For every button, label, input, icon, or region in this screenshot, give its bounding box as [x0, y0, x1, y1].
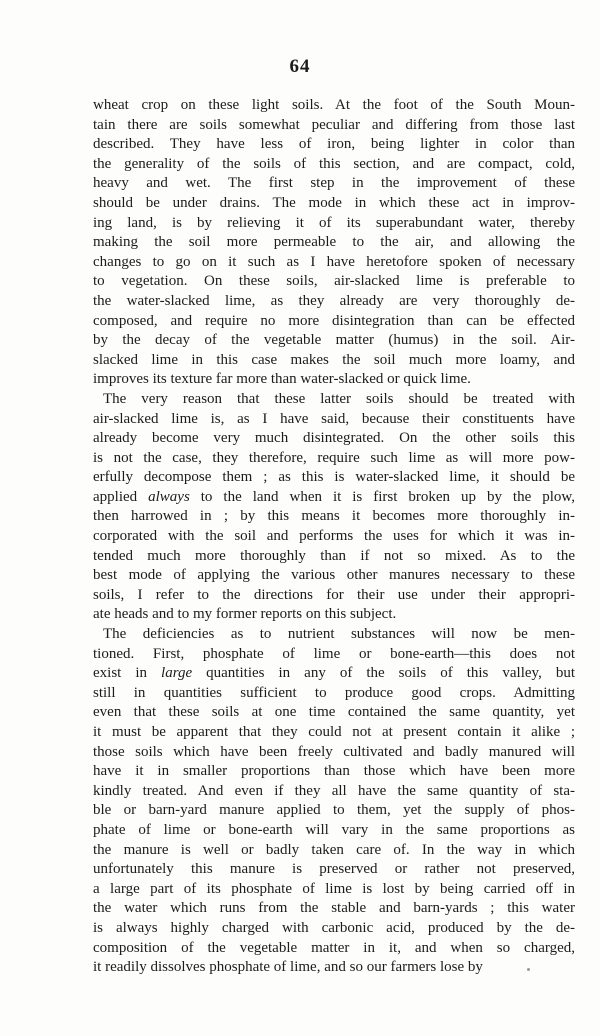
text-line: is not the case, they therefore, require such lime as will more pow- [93, 449, 575, 466]
text-line: tain there are soils somewhat peculiar and differing from those last [93, 116, 575, 133]
text-line: slacked lime in this case makes the soil much more loamy, and [93, 351, 575, 368]
text-run: quantities in any of the soils of this valley, but [192, 665, 575, 682]
page-number: 64 [289, 56, 311, 77]
text-line: tended much more thoroughly than if not so mixed. As to the [93, 547, 575, 564]
text-line: heavy and wet. The first step in the improvement of these [93, 175, 575, 192]
text-run: applied [93, 488, 149, 505]
text-line: tioned. First, phosphate of lime or bone-earth—this does not [93, 645, 575, 662]
text-line: best mode of applying the various other manures necessary to these [93, 567, 575, 584]
text-line: the manure is well or badly taken care of. In the way in which [93, 841, 575, 858]
text-line: it readily dissolves phosphate of lime, and so our farmers lose by [93, 959, 483, 976]
text-line: ate heads and to my former reports on this subject. [93, 606, 397, 623]
text-line: changes to go on it such as I have heretofore spoken of necessary [93, 253, 575, 270]
text-line: composition of the vegetable matter in it, and when so charged, [93, 939, 575, 956]
text-line: described. They have less of iron, being lighter in color than [93, 136, 575, 153]
text-line: soils, I refer to the directions for their use under their appropri- [93, 586, 575, 603]
text-line: phate of lime or bone-earth will vary in the same proportions as [93, 821, 575, 838]
text-line: improves its texture far more than water-slacked or quick lime. [93, 371, 471, 388]
text-line: the water-slacked lime, as they already are very thoroughly de- [93, 292, 575, 309]
paragraph [93, 625, 575, 978]
text-line: corporated with the soil and performs the uses for which it was in- [93, 528, 575, 545]
text-line: should be under drains. The mode in which these act in improv- [93, 194, 575, 211]
text-line: making the soil more permeable to the air, and allowing the [93, 234, 575, 251]
text-run: to the land when it is first broken up by the plow, [189, 488, 575, 505]
text-line: a large part of its phosphate of lime is lost by being carried off in [93, 880, 575, 897]
text-line: air-slacked lime is, as I have said, because their constituents have [93, 410, 575, 427]
text-line: The very reason that these latter soils should be treated with [103, 390, 575, 407]
paper-speck [527, 968, 530, 971]
text-line: even that these soils at one time contained the same quantity, yet [93, 704, 575, 721]
text-line: it must be apparent that they could not at present contain it alike ; [93, 724, 575, 740]
text-line: those soils which have been freely cultivated and badly manured will [93, 743, 575, 760]
paragraph [93, 390, 575, 625]
text-run: exist in [93, 665, 162, 682]
text-line: erfully decompose them ; as this is water-slacked lime, it should be [93, 469, 575, 486]
text-line: wheat crop on these light soils. At the foot of the South Moun- [93, 97, 575, 113]
italic-word: always [148, 488, 190, 505]
text-line: ble or barn-yard manure applied to them, yet the supply of phos- [93, 802, 575, 819]
text-line [93, 488, 575, 508]
text-line: already become very much disintegrated. On the other soils this [93, 430, 575, 447]
text-line: kindly treated. And even if they all have the same quantity of sta- [93, 782, 575, 799]
text-line [93, 664, 575, 684]
text-line: The deficiencies as to nutrient substances will now be men- [103, 626, 575, 643]
text-line: by the decay of the vegetable matter (humus) in the soil. Air- [93, 332, 575, 349]
text-line: the generality of the soils of this section, and are compact, cold, [93, 155, 575, 172]
text-line: then harrowed in ; by this means it becomes more thoroughly in- [93, 508, 575, 525]
text-line: have it in smaller proportions than those which have been more [93, 763, 575, 780]
text-line: unfortunately this manure is preserved or rather not preserved, [93, 861, 575, 878]
text-line: still in quantities sufficient to produce good crops. Admitting [93, 684, 575, 701]
text-line: the water which runs from the stable and barn-yards ; this water [93, 900, 575, 917]
text-line: composed, and require no more disintegration than can be effected [93, 312, 575, 329]
text-line: ing land, is by relieving it of its superabundant water, thereby [93, 214, 575, 231]
paragraph [93, 96, 575, 390]
italic-word: large [161, 665, 193, 682]
body-text [93, 96, 575, 978]
text-line: to vegetation. On these soils, air-slacked lime is preferable to [93, 273, 575, 290]
text-line: is always highly charged with carbonic acid, produced by the de- [93, 919, 575, 936]
